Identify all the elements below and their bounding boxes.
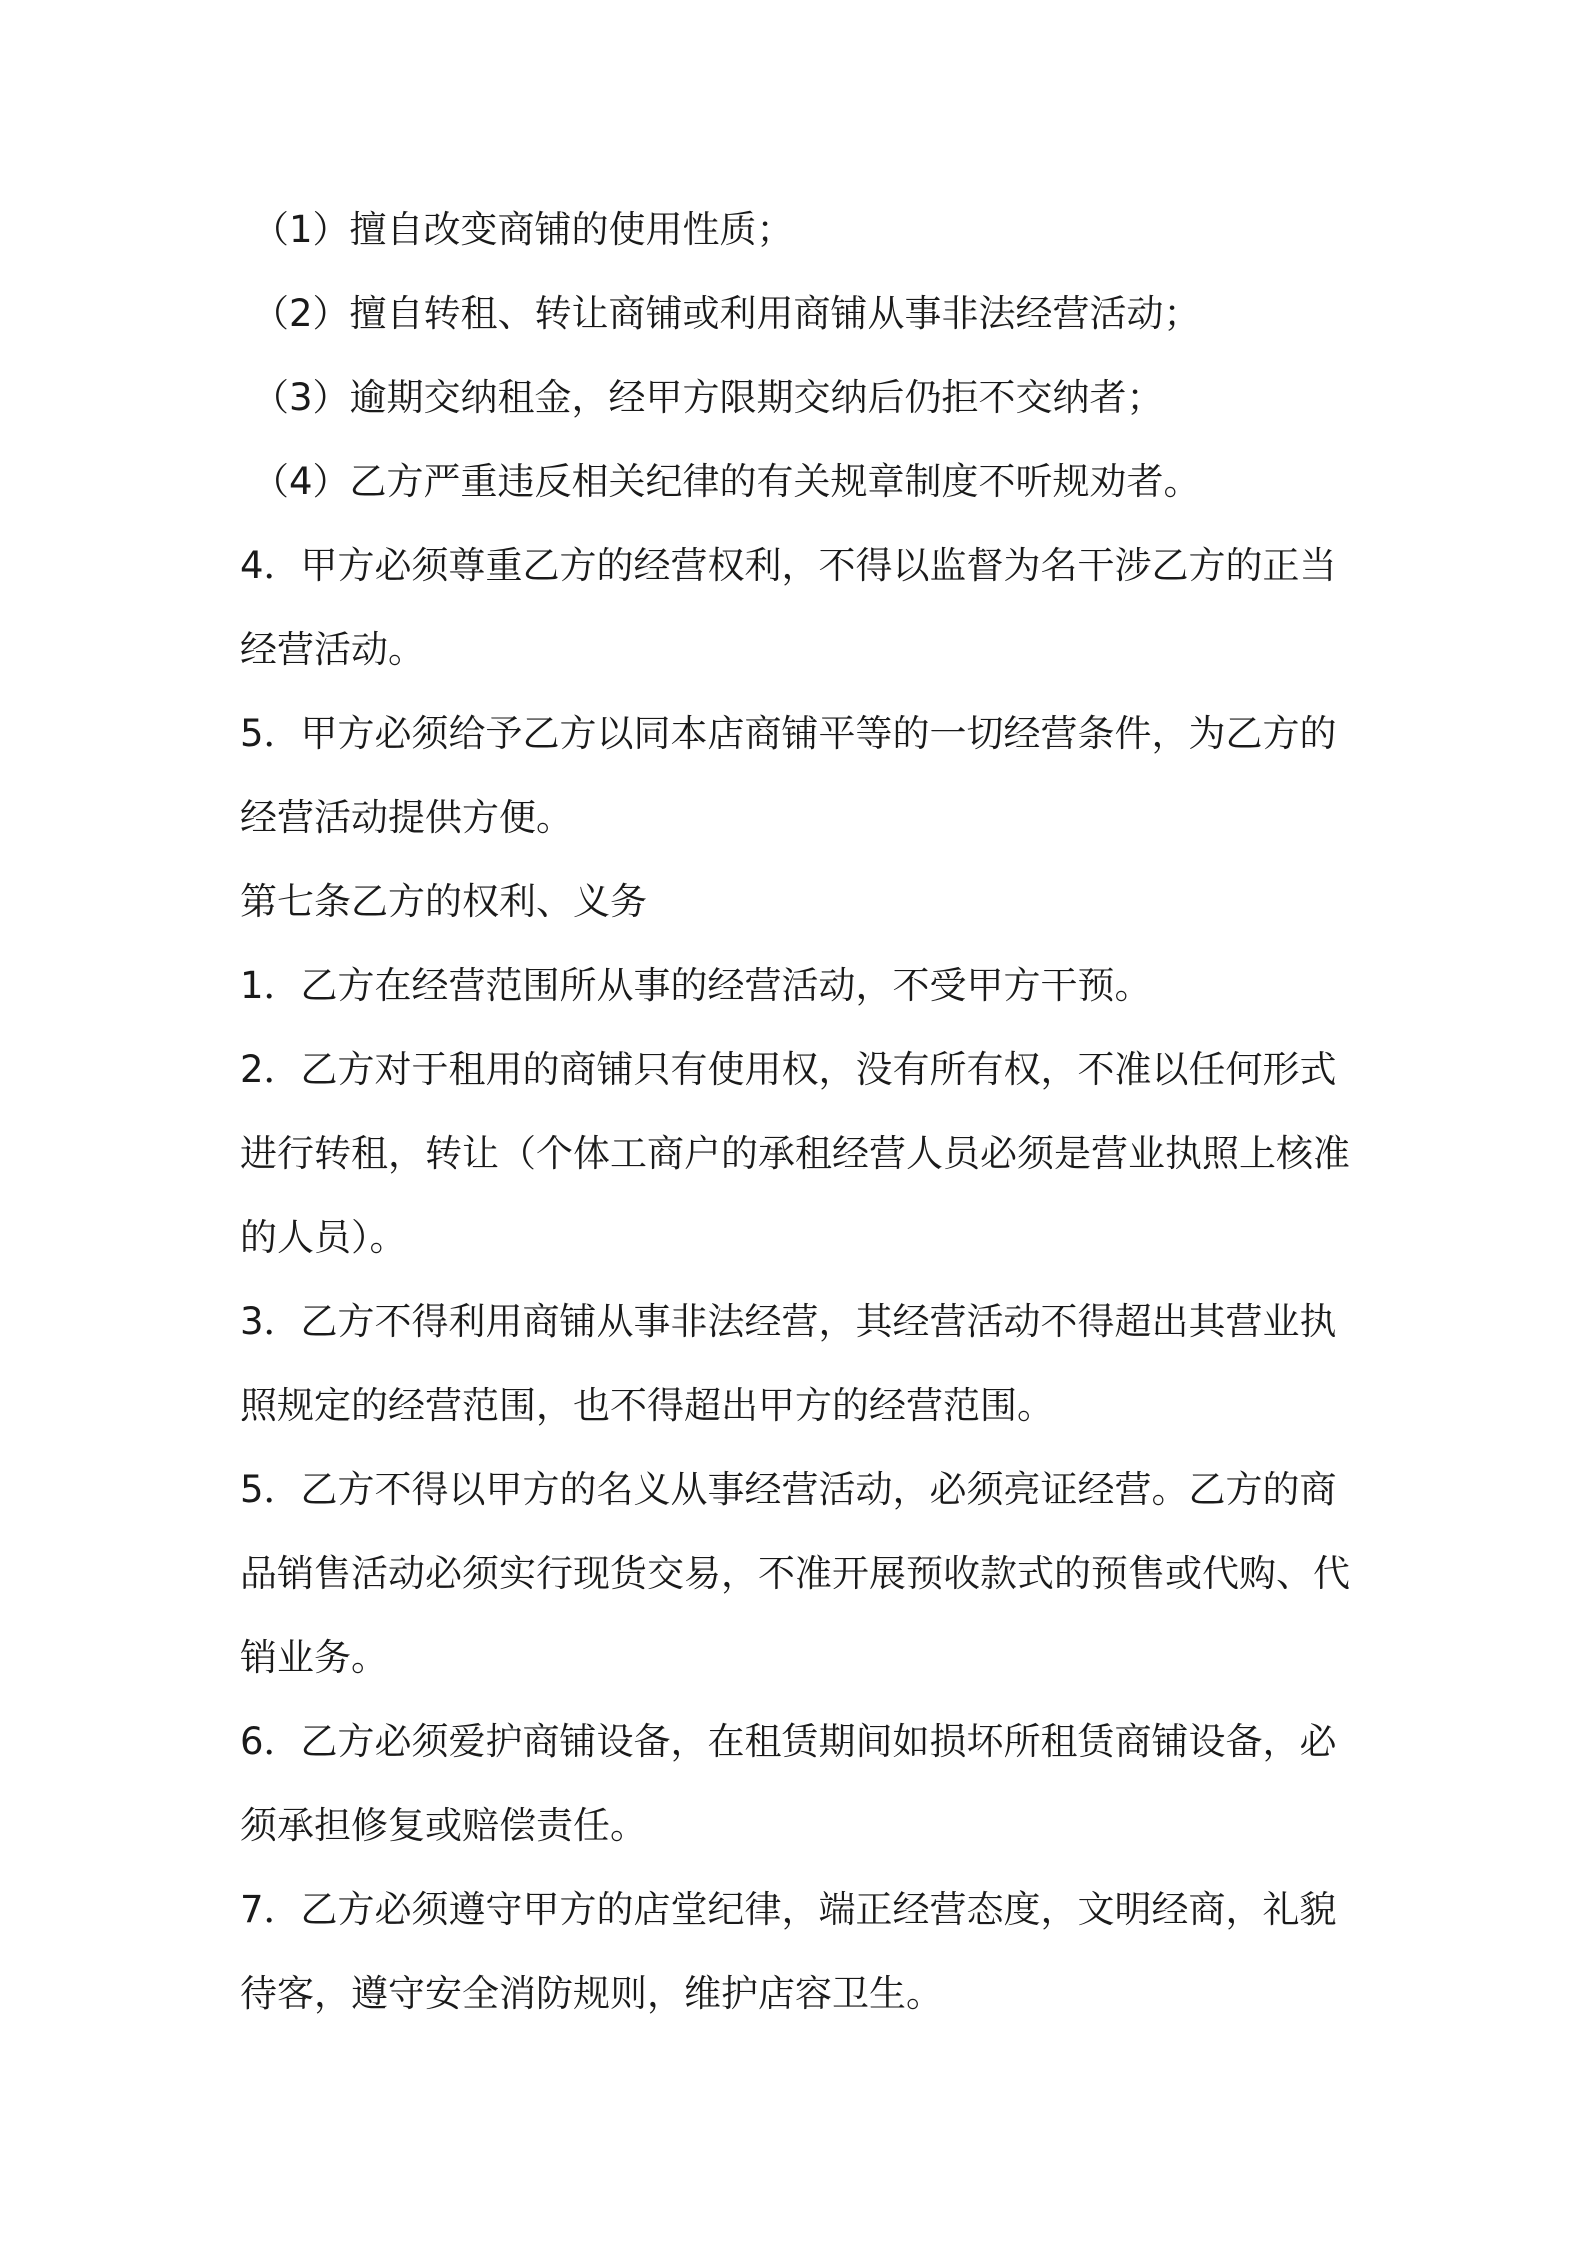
paragraph-line: 7．乙方必须遵守甲方的店堂纪律，端正经营态度，文明经商，礼貌 — [240, 1888, 1337, 1931]
paragraph-line: 4．甲方必须尊重乙方的经营权利，不得以监督为名干涉乙方的正当 — [240, 544, 1337, 587]
clause-item-1: （1）擅自改变商铺的使用性质； — [252, 208, 794, 251]
paragraph-line: 进行转租，转让（个体工商户的承租经营人员必须是营业执照上核准 — [240, 1132, 1350, 1175]
paragraph-line: 的人员）。 — [240, 1216, 407, 1259]
section-heading: 第七条乙方的权利、义务 — [240, 880, 647, 923]
paragraph-line: 1．乙方在经营范围所从事的经营活动，不受甲方干预。 — [240, 964, 1152, 1007]
paragraph-line: 5．乙方不得以甲方的名义从事经营活动，必须亮证经营。乙方的商 — [240, 1468, 1337, 1511]
paragraph-line: 经营活动提供方便。 — [240, 796, 573, 839]
paragraph-line: 2．乙方对于租用的商铺只有使用权，没有所有权，不准以任何形式 — [240, 1048, 1337, 1091]
paragraph-line: 销业务。 — [240, 1636, 388, 1679]
clause-item-4: （4）乙方严重违反相关纪律的有关规章制度不听规劝者。 — [252, 460, 1201, 503]
paragraph-line: 3．乙方不得利用商铺从事非法经营，其经营活动不得超出其营业执 — [240, 1300, 1337, 1343]
clause-item-2: （2）擅自转租、转让商铺或利用商铺从事非法经营活动； — [252, 292, 1201, 335]
paragraph-line: 待客，遵守安全消防规则，维护店容卫生。 — [240, 1972, 943, 2015]
paragraph-line: 品销售活动必须实行现货交易，不准开展预收款式的预售或代购、代 — [240, 1552, 1350, 1595]
paragraph-line: 照规定的经营范围，也不得超出甲方的经营范围。 — [240, 1384, 1054, 1427]
document-body — [240, 188, 1360, 2036]
paragraph-line: 5．甲方必须给予乙方以同本店商铺平等的一切经营条件，为乙方的 — [240, 712, 1337, 755]
paragraph-line: 须承担修复或赔偿责任。 — [240, 1804, 647, 1847]
paragraph-line: 6．乙方必须爱护商铺设备，在租赁期间如损坏所租赁商铺设备，必 — [240, 1720, 1337, 1763]
paragraph-line: 经营活动。 — [240, 628, 425, 671]
clause-item-3: （3）逾期交纳租金，经甲方限期交纳后仍拒不交纳者； — [252, 376, 1164, 419]
